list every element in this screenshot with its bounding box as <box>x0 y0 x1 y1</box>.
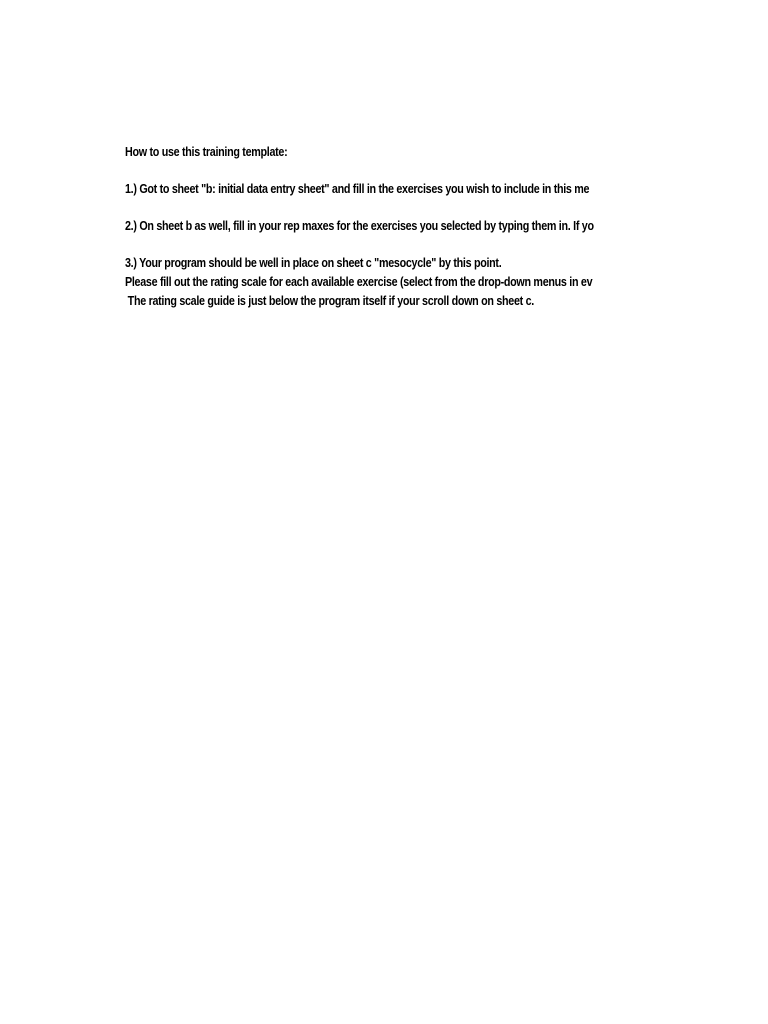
step-2-text: 2.) On sheet b as well, fill in your rep maxes for the exercises you selected by typing them in. If yo <box>125 219 594 233</box>
step-3-line-3: The rating scale guide is just below the program itself if your scroll down on sheet c. <box>125 294 534 308</box>
spacer <box>125 162 670 180</box>
step-3-line-2: Please fill out the rating scale for each available exercise (select from the drop-down menus in ev <box>125 275 593 289</box>
instructions-heading: How to use this training template: <box>125 145 288 159</box>
spacer <box>125 236 670 254</box>
spacer <box>125 199 670 217</box>
step-3-text: 3.) Your program should be well in place on sheet c "mesocycle" by this point. <box>125 256 502 270</box>
instructions-block <box>125 143 670 311</box>
step-1-text: 1.) Got to sheet "b: initial data entry sheet" and fill in the exercises you wish to include in this me <box>125 182 590 196</box>
